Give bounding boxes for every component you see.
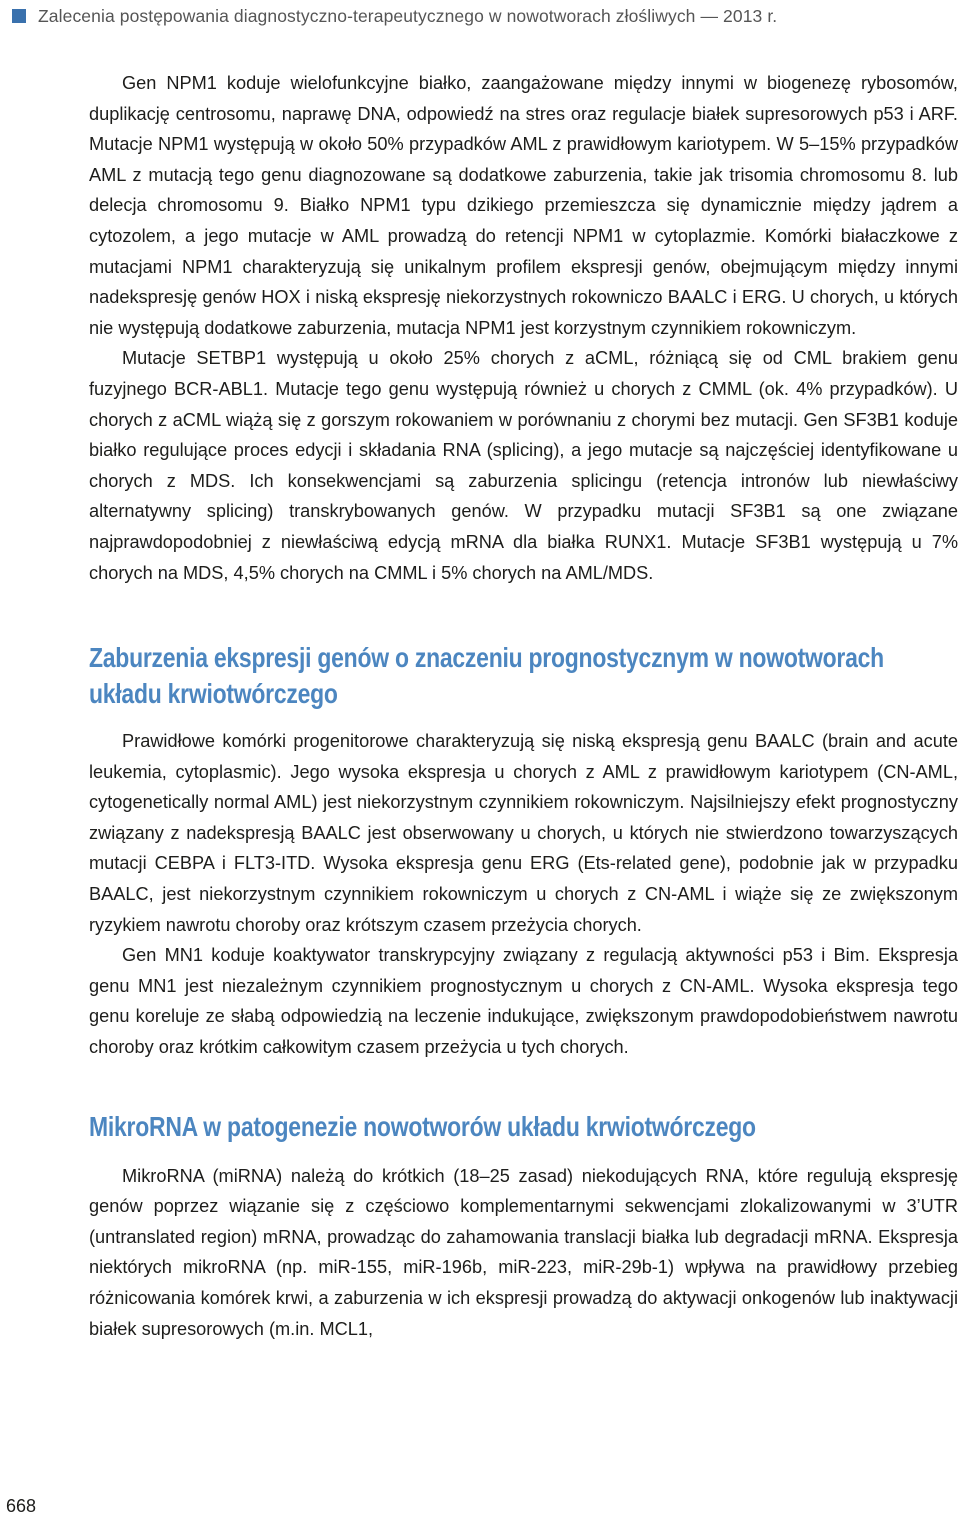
paragraph-setbp1-sf3b1: Mutacje SETBP1 występują u około 25% chorych z aCML, różniącą się od CML brakiem genu fuzyjnego BCR-ABL1. Mutacje tego genu występują również u chorych z CMML (ok. 4% przypadków). U chorych z aCML wiążą się z gorszym rokowaniem w porównaniu z chorymi bez mutacji. Gen SF3B1 koduje białko regulujące proces edycji i składania RNA (splicing), a jego mutacje są najczęściej identyfikowane u chorych z MDS. Ich konsekwencjami są zaburzenia splicingu (retencja intronów lub niewłaściwy alternatywny splicing) transkrybowanych genów. W przypadku mutacji SF3B1 są one związane najprawdopodobniej z niewłaściwą edycją mRNA dla białka RUNX1. Mutacje SF3B1 występują u 7% chorych na MDS, 4,5% chorych na CMML i 5% chorych na AML/MDS. xyxy=(89,348,958,583)
section-heading-microrna: MikroRNA w patogenezie nowotworów układu krwiotwórczego xyxy=(89,1110,756,1142)
running-header xyxy=(12,4,777,28)
section-heading-gene-expression xyxy=(89,640,909,712)
paragraph-baalc: Prawidłowe komórki progenitorowe charakteryzują się niską ekspresją genu BAALC (brain and acute leukemia, cytoplasmic). Jego wysoka ekspresja u chorych z AML z prawidłowym kariotypem (CN-AML, cytogenetically normal AML) jest niekorzystnym czynnikiem rokowniczym. Najsilniejszy efekt prognostyczny związany z nadekspresją BAALC jest obserwowany u chorych, u których nie stwierdzono towarzyszących mutacji CEBPA i FLT3-ITD. Wysoka ekspresja genu ERG (Ets-related gene), podobnie jak w przypadku BAALC, jest niekorzystnym czynnikiem rokowniczym u chorych z CN-AML i wiąże się ze zwiększonym ryzykiem nawrotu choroby oraz krótszym czasem przeżycia chorych. xyxy=(89,731,958,935)
paragraph-npm1: Gen NPM1 koduje wielofunkcyjne białko, zaangażowane między innymi w biogenezę rybosomów, duplikację centrosomu, naprawę DNA, odpowiedź na stres oraz regulacje białek supresorowych p53 i ARF. Mutacje NPM1 występują w około 50% przypadków AML z prawidłowym kariotypem. W 5–15% przypadków AML z mutacją tego genu diagnozowane są dodatkowe zaburzenia, takie jak trisomia chromosomu 8. lub delecja chromosomu 9. Białko NPM1 typu dzikiego przemieszcza się dynamicznie między jądrem a cytozolem, a jego mutacje w AML prowadzą do retencji NPM1 w cytoplazmie. Komórki białaczkowe z mutacjami NPM1 charakteryzują się unikalnym profilem ekspresji genów, obejmującym między innymi nadekspresję genów HOX i niską ekspresję niekorzystnych rokowniczo BAALC i ERG. U chorych, u których nie występują dodatkowe zaburzenia, mutacja NPM1 jest korzystnym czynnikiem rokowniczym. xyxy=(89,73,958,338)
section-heading-gene-expression-text: Zaburzenia ekspresji genów o znaczeniu prognostycznym w nowotworach układu krwiotwórczego xyxy=(89,642,884,710)
paragraph-mn1: Gen MN1 koduje koaktywator transkrypcyjny związany z regulacją aktywności p53 i Bim. Ekspresja genu MN1 jest niezależnym czynnikiem prognostycznym u chorych z CN-AML. Wysoka ekspresja tego genu koreluje ze słabą odpowiedzią na leczenie indukujące, zwiększonym prawdopodobieństwem nawrotu choroby oraz krótkim całkowitym czasem przeżycia u tych chorych. xyxy=(89,945,958,1058)
main-content xyxy=(89,68,958,1344)
header-square-icon xyxy=(12,9,26,23)
paragraph-microrna: MikroRNA (miRNA) należą do krótkich (18–25 zasad) niekodujących RNA, które regulują ekspresję genów poprzez wiązanie się z częściowo komplementarnymi sekwencjami zlokalizowanymi w 3’UTR (untranslated region) mRNA, prowadząc do zahamowania translacji białka lub degradacji mRNA. Ekspresja niektórych mikroRNA (np. miR-155, miR-196b, miR-223, miR-29b-1) wpływa na prawidłowy przebieg różnicowania komórek krwi, a zaburzenia w ich ekspresji prowadzą do aktywacji onkogenów lub inaktywacji białek supresorowych (m.in. MCL1, xyxy=(89,1165,958,1339)
page-number: 668 xyxy=(6,1496,37,1516)
header-title: Zalecenia postępowania diagnostyczno-terapeutycznego w nowotworach złośliwych — 2013 r. xyxy=(38,5,778,26)
